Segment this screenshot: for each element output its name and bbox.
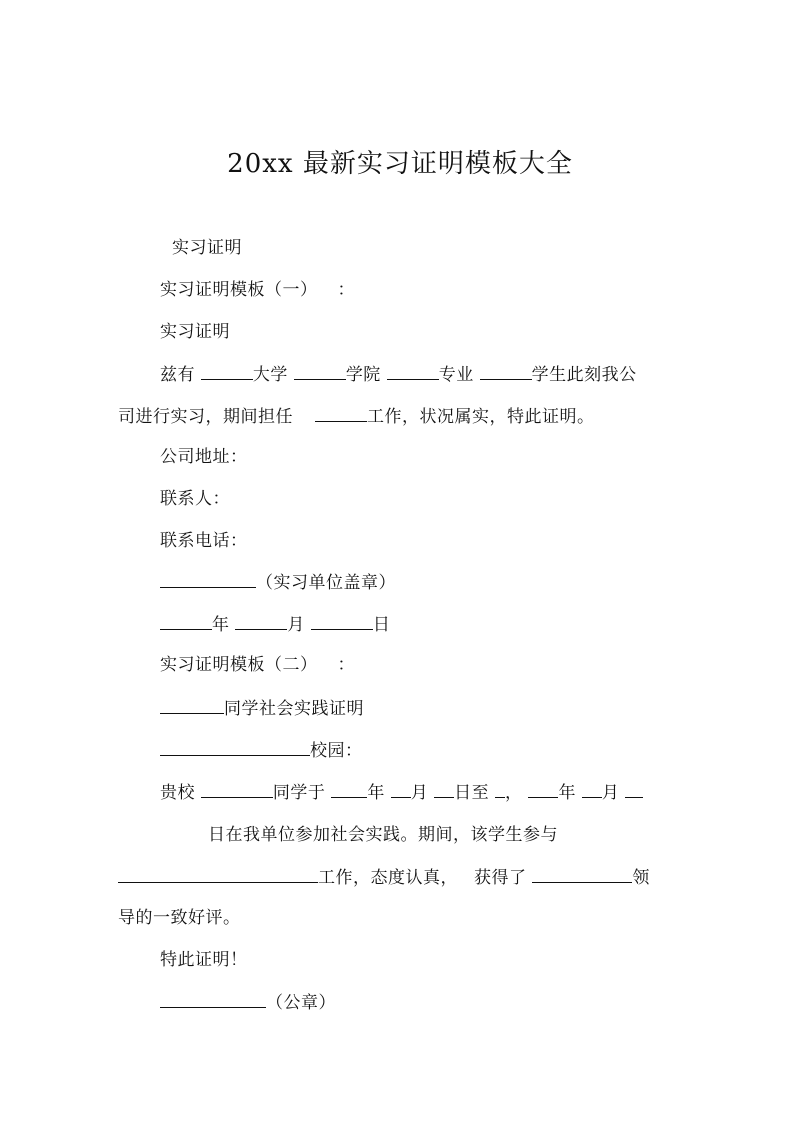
text-segment: ， [505, 783, 523, 803]
template-1-label-text: 实习证明模板（一） [160, 280, 318, 300]
blank-start-year [331, 779, 367, 798]
date-line [160, 611, 390, 637]
template-2-line-2 [160, 737, 363, 763]
company-address-label: 公司地址： [160, 447, 248, 467]
closing-statement: 特此证明！ [160, 950, 248, 970]
template-2-line-1 [160, 695, 364, 721]
contact-person-label: 联系人： [160, 489, 230, 509]
text-segment: 司进行实习，期间担任 [118, 407, 293, 427]
template-2-line-3 [160, 779, 643, 805]
text-segment: 年 [558, 783, 576, 803]
text-segment: 获得了 [474, 868, 527, 888]
text-segment: 大学 [252, 365, 288, 385]
contact-phone-label: 联系电话： [160, 531, 248, 551]
text-segment: 贵校 [160, 783, 195, 803]
blank-start-month [391, 779, 411, 798]
template-2-line-5 [118, 864, 650, 890]
blank-position [315, 403, 367, 422]
blank-college [294, 361, 346, 380]
blank-student-name [160, 695, 224, 714]
day-label: 日 [372, 615, 391, 635]
blank-student [480, 361, 532, 380]
template-2-line-6: 导的一致好评。 [118, 908, 241, 928]
seal-line [160, 569, 396, 595]
blank-end-month [582, 779, 602, 798]
template-1-subheading: 实习证明 [160, 322, 230, 342]
template-2-line-4: 日在我单位参加社会实践。期间，该学生参与 [208, 825, 558, 845]
template-1-label [160, 278, 355, 302]
text-segment: 校园： [310, 741, 363, 761]
text-segment: 年 [367, 783, 385, 803]
text-segment: 同学社会实践证明 [224, 699, 364, 719]
blank-leader [532, 864, 632, 883]
blank-month [235, 611, 287, 630]
blank-name [201, 779, 273, 798]
text-segment: 学院 [345, 365, 381, 385]
template-1-body-line-2 [118, 403, 595, 429]
blank-year [160, 611, 212, 630]
template-2-colon: ： [337, 655, 355, 675]
text-segment: 月 [410, 783, 429, 803]
official-seal-label: （公章） [266, 993, 336, 1013]
text-segment: 月 [601, 783, 620, 803]
text-segment: 日至 [454, 783, 490, 803]
blank-end-year-prefix [495, 779, 505, 798]
text-segment: 工作，态度认真， [318, 868, 458, 888]
blank-university [201, 361, 253, 380]
page-title: 20xx 最新实习证明模板大全 [227, 149, 573, 179]
blank-school [160, 737, 310, 756]
blank-seal [160, 569, 256, 588]
template-1-body-line-1 [160, 361, 637, 387]
blank-end-year [528, 779, 558, 798]
template-2-label-text: 实习证明模板（二） [160, 655, 318, 675]
text-segment: 工作，状况属实，特此证明。 [367, 407, 595, 427]
blank-major [387, 361, 439, 380]
text-segment: 同学于 [272, 783, 326, 803]
text-segment: 专业 [438, 365, 474, 385]
blank-end-day [625, 779, 643, 798]
text-segment: 领 [632, 868, 650, 888]
text-segment: 兹有 [160, 365, 195, 385]
heading: 实习证明 [172, 238, 242, 258]
blank-day [311, 611, 373, 630]
blank-official-seal [160, 989, 266, 1008]
text-segment: 学生此刻我公 [531, 365, 637, 385]
month-label: 月 [287, 615, 305, 635]
official-seal-line [160, 989, 336, 1015]
blank-work [118, 864, 318, 883]
template-2-label [160, 653, 355, 677]
blank-start-day [434, 779, 454, 798]
template-1-colon: ： [337, 280, 355, 300]
year-label: 年 [212, 615, 230, 635]
seal-label: （实习单位盖章） [256, 573, 396, 593]
